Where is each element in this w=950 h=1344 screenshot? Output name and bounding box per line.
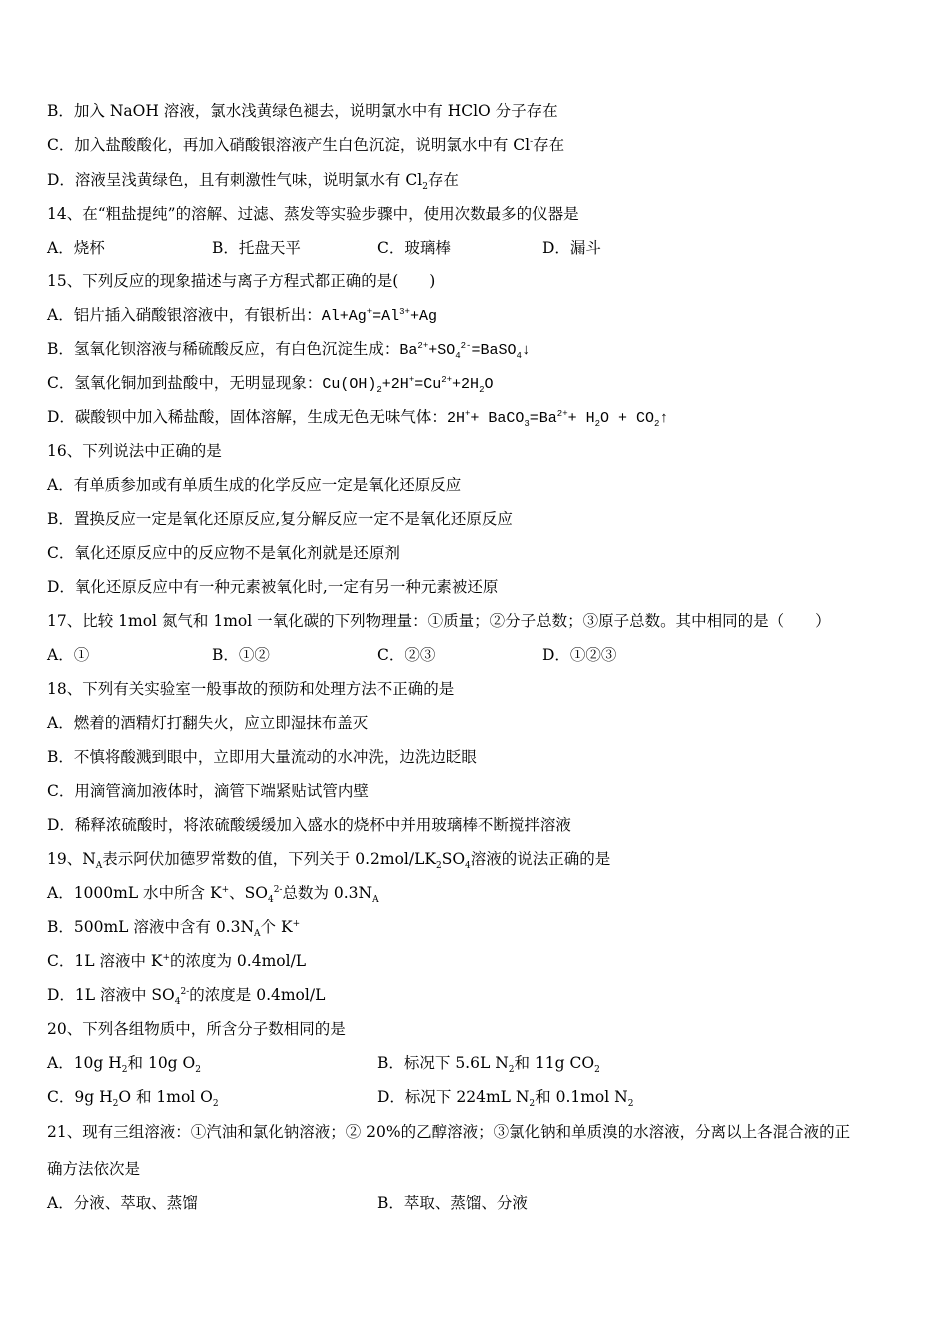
q18-option-b: B．不慎将酸溅到眼中，立即用大量流动的水冲洗，边洗边眨眼: [47, 748, 477, 766]
question-20: 20、下列各组物质中，所含分子数相同的是: [47, 1020, 346, 1038]
q17-option-c: C．②③: [377, 646, 436, 664]
q16-option-d: D．氧化还原反应中有一种元素被氧化时,一定有另一种元素被还原: [47, 578, 499, 596]
q15-option-a: A．铝片插入硝酸银溶液中，有银析出：$Al+Ag^+=Al^{3+}+Ag$: [47, 306, 437, 325]
question-17: 17、比较 1mol 氮气和 1mol 一氧化碳的下列物理量：①质量；②分子总数；③原子总数。其中相同的是（ ）: [47, 612, 831, 630]
q20-option-b: B．标况下 5.6L $N_2$和 11g $CO_2$: [377, 1054, 600, 1076]
q14-option-d: D．漏斗: [542, 239, 601, 257]
q14-option-c: C．玻璃棒: [377, 239, 451, 257]
q21-option-a: A．分液、萃取、蒸馏: [47, 1194, 198, 1212]
question-21-continued: 确方法依次是: [47, 1160, 141, 1178]
q16-option-b: B．置换反应一定是氧化还原反应,复分解反应一定不是氧化还原反应: [47, 510, 513, 528]
q14-option-a: A．烧杯: [47, 239, 105, 257]
q17-option-d: D．①②③: [542, 646, 617, 664]
q15-option-c: C．氢氧化铜加到盐酸中，无明显现象：$Cu(OH)_2+2H^+=Cu^{2+}+2H_2O$: [47, 374, 494, 395]
q20-option-c: C．9g $H_2O$ 和 1mol $O_2$: [47, 1088, 219, 1110]
question-15: 15、下列反应的现象描述与离子方程式都正确的是( ): [47, 272, 436, 290]
option-b-chlorine-water: B．加入 NaOH 溶液，氯水浅黄绿色褪去，说明氯水中有 HClO 分子存在: [47, 102, 558, 120]
question-14: 14、在“粗盐提纯”的溶解、过滤、蒸发等实验步骤中，使用次数最多的仪器是: [47, 205, 579, 223]
q15-option-b: B．氢氧化钡溶液与稀硫酸反应，有白色沉淀生成：$Ba^{2+}+SO_4^{2-}=BaSO_4↓$: [47, 340, 531, 361]
q19-option-b: B．500mL 溶液中含有 $0.3N_A$个 K+: [47, 918, 301, 940]
q20-option-d: D．标况下 224mL $N_2$和 0.1mol $N_2$: [377, 1088, 634, 1110]
question-21: 21、现有三组溶液：①汽油和氯化钠溶液；② 20%的乙醇溶液；③氯化钠和单质溴的水溶液，分离以上各混合液的正: [47, 1123, 851, 1141]
q19-option-c: C．1L 溶液中 K+的浓度为 0.4mol/L: [47, 952, 307, 970]
q17-option-a: A．①: [47, 646, 90, 664]
q16-option-a: A．有单质参加或有单质生成的化学反应一定是氧化还原反应: [47, 476, 462, 494]
q17-option-b: B．①②: [212, 646, 270, 664]
question-16: 16、下列说法中正确的是: [47, 442, 222, 460]
question-19: 19、$N_A$表示阿伏加德罗常数的值，下列关于 $0.2mol/LK_2SO_4$溶液的说法正确的是: [47, 850, 611, 872]
q18-option-c: C．用滴管滴加液体时，滴管下端紧贴试管内壁: [47, 782, 369, 800]
q18-option-d: D．稀释浓硫酸时，将浓硫酸缓缓加入盛水的烧杯中并用玻璃棒不断搅拌溶液: [47, 816, 571, 834]
q15-option-d: D．碳酸钡中加入稀盐酸，固体溶解，生成无色无味气体：$2H^++ BaCO_3=Ba^{2+}+ H_2O$ + $CO_2↑$: [47, 408, 669, 429]
q14-option-b: B．托盘天平: [212, 239, 301, 257]
q21-option-b: B．萃取、蒸馏、分液: [377, 1194, 528, 1212]
q20-option-a: A．10g $H_2$和 10g $O_2$: [47, 1054, 201, 1076]
question-18: 18、下列有关实验室一般事故的预防和处理方法不正确的是: [47, 680, 455, 698]
q16-option-c: C．氧化还原反应中的反应物不是氧化剂就是还原剂: [47, 544, 400, 562]
q19-option-d: D．1L 溶液中 $SO_4^{2-}$的浓度是 0.4mol/L: [47, 986, 326, 1008]
option-c-chlorine-water: C．加入盐酸酸化，再加入硝酸银溶液产生白色沉淀，说明氯水中有 Cl-存在: [47, 136, 565, 154]
option-d-chlorine-water: D．溶液呈浅黄绿色，且有刺激性气味，说明氯水有 $Cl_2$存在: [47, 171, 459, 193]
q18-option-a: A．燃着的酒精灯打翻失火，应立即湿抹布盖灭: [47, 714, 369, 732]
q19-option-a: A．1000mL 水中所含 K+、$SO_4^{2-}$总数为 $0.3N_A$: [47, 884, 379, 906]
